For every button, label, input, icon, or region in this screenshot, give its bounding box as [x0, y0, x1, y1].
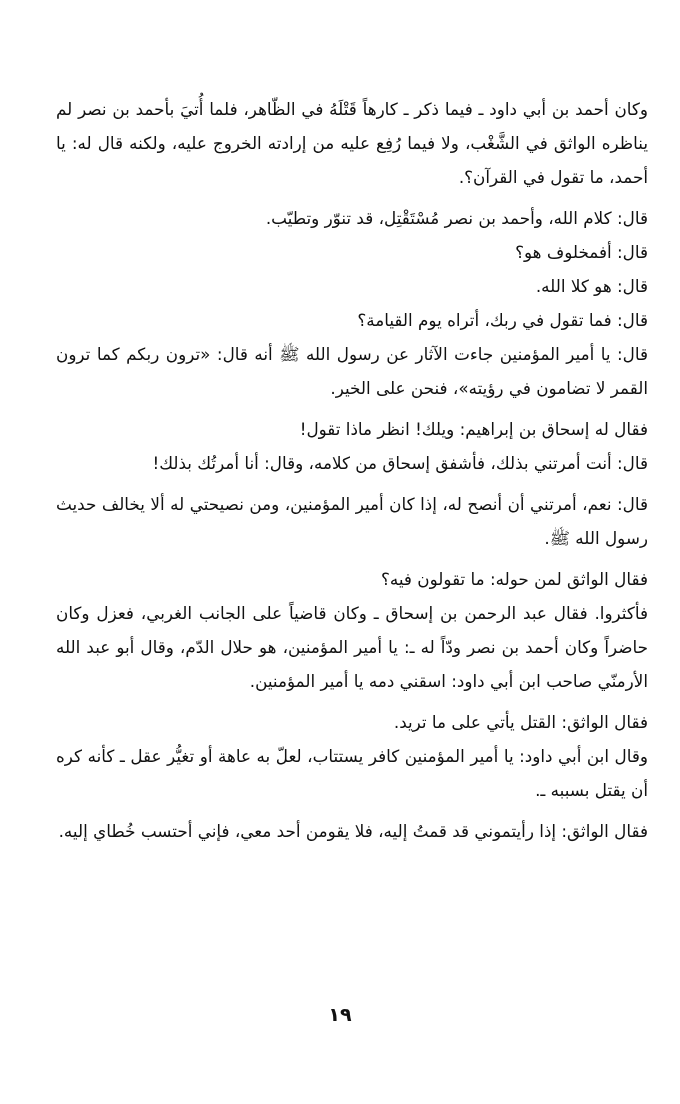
paragraph-12: فقال الواثق: القتل يأتي على ما تريد. — [393, 712, 648, 732]
paragraph-13: وقال ابن أبي داود: يا أمير المؤمنين كافر يستتاب، لعلّ به عاهة أو تغيُّر عقل ـ كأنه كره أن يقتل بسببه ـ. — [56, 746, 648, 800]
paragraph-6: قال: يا أمير المؤمنين جاءت الآثار عن رسول الله ﷺ أنه قال: «ترون ربكم كما ترون القمر لا تضامون في رؤيته»، فنحن على الخير. — [56, 344, 648, 398]
paragraph-10: فقال الواثق لمن حوله: ما تقولون فيه؟ — [380, 569, 648, 589]
paragraph-1: وكان أحمد بن أبي داود ـ فيما ذكر ـ كارهاً قَتْلَهُ في الظّاهر، فلما أُتيَ بأحمد بن نصر لم يناظره الواثق في الشَّغْب، ولا فيما رُفِع عليه من إرادته الخروج عليه، ولكنه قال له: يا أحمد، ما تقول في القرآن؟. — [56, 99, 648, 187]
body-text — [56, 92, 648, 848]
page-number: ١٩ — [328, 1004, 352, 1026]
paragraph-9: قال: نعم، أمرتني أن أنصح له، إذا كان أمير المؤمنين، ومن نصيحتي له ألا يخالف حديث رسول الله ﷺ. — [56, 494, 648, 548]
paragraph-14: فقال الواثق: إذا رأيتموني قد قمتُ إليه، فلا يقومن أحد معي، فإني أحتسب خُطاي إليه. — [58, 821, 648, 841]
paragraph-11: فأكثروا. فقال عبد الرحمن بن إسحاق ـ وكان قاضياً على الجانب الغربي، فعزل وكان حاضراً وكان أحمد بن نصر ودّاً له ـ: يا أمير المؤمنين، هو حلال الدّم، وقال أبو عبد الله الأرمنّي صاحب ابن أبي داود: اسقني دمه يا أمير المؤمنين. — [56, 603, 648, 691]
paragraph-5: قال: فما تقول في ربك، أتراه يوم القيامة؟ — [357, 310, 648, 330]
paragraph-7: فقال له إسحاق بن إبراهيم: ويلك! انظر ماذا تقول! — [299, 419, 648, 439]
paragraph-3: قال: أفمخلوف هو؟ — [515, 242, 648, 262]
paragraph-8: قال: أنت أمرتني بذلك، فأشفق إسحاق من كلامه، وقال: أنا أمرتُك بذلك! — [152, 453, 648, 473]
paragraph-2: قال: كلام الله، وأحمد بن نصر مُسْتَقْتِل، قد تنوّر وتطيّب. — [265, 208, 648, 228]
paragraph-4: قال: هو كلا الله. — [535, 276, 648, 296]
